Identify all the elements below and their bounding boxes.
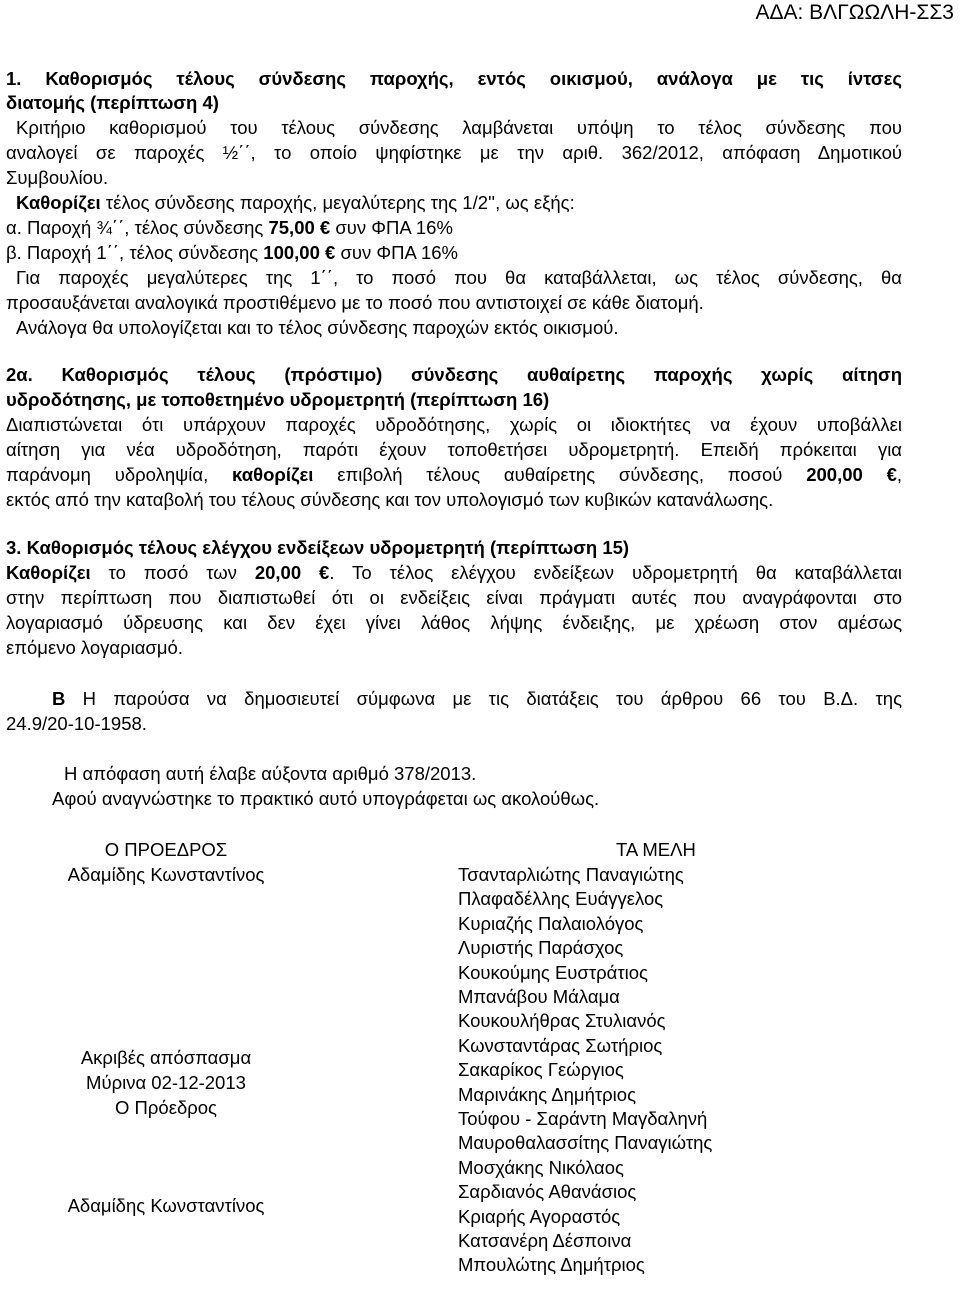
section-1-item-b: β. Παροχή 1΄΄, τέλος σύνδεσης 100,00 € συν ΦΠΑ 16% — [6, 242, 458, 263]
chairman-label: Ο Πρόεδρος — [115, 1097, 217, 1118]
member-name: Τσανταρλιώτης Παναγιώτης — [458, 864, 684, 885]
member-name: Μοσχάκης Νικόλαος — [458, 1157, 624, 1178]
member-name: Μαυροθαλασσίτης Παναγιώτης — [458, 1132, 713, 1153]
section-1-text: Κριτήριο καθορισμού του τέλους σύνδεσης λαμβάνεται υπόψη το τέλος σύνδεσης που — [16, 117, 902, 138]
member-name: Πλαφαδέλλης Ευάγγελος — [458, 888, 664, 909]
section-2a-title: 2α. Καθορισμός τέλους (πρόστιμο) σύνδεσης αυθαίρετης παροχής χωρίς αίτηση — [6, 364, 902, 385]
member-name: Μπανάβου Μάλαμα — [458, 986, 620, 1007]
section-3-text: λογαριασμό ύδρευσης και δεν έχει γίνει λάθος λήψης ένδειξης, με χρέωση στον αμέσως — [6, 612, 902, 633]
extract-label: Ακριβές απόσπασμα — [80, 1047, 252, 1068]
section-1-text: Ανάλογα θα υπολογίζεται και το τέλος σύνδεσης παροχών εκτός οικισμού. — [16, 317, 619, 338]
ada-code: ΑΔΑ: ΒΛΓΩΩΛΗ-ΣΣ3 — [755, 1, 954, 24]
member-name: Σακαρίκος Γεώργιος — [458, 1059, 624, 1080]
place-date: Μύρινα 02-12-2013 — [86, 1072, 246, 1093]
president-name: Αδαμίδης Κωνσταντίνος — [67, 864, 265, 885]
section-2a-text: αίτηση για νέα υδροδότηση, παρότι έχουν τοποθετήσει υδρομετρητή. Επειδή πρόκειται για — [6, 439, 902, 460]
section-1-text: αναλογεί σε παροχές ½΄΄, το οποίο ψηφίστηκε με την αριθ. 362/2012, απόφαση Δημοτικού — [6, 142, 902, 163]
section-1-text: Καθορίζει τέλος σύνδεσης παροχής, μεγαλύτερης της 1/2'', ως εξής: — [16, 192, 575, 213]
section-3-text: στην περίπτωση που διαπιστωθεί ότι οι ενδείξεις είναι πράγματι αυτές που αναγράφονται στο — [6, 587, 902, 608]
president-title: Ο ΠΡΟΕΔΡΟΣ — [104, 839, 228, 860]
section-2a-text: παράνομη υδροληψία, καθορίζει επιβολή τέλους αυθαίρετης σύνδεσης, ποσού 200,00 €, — [6, 464, 903, 485]
member-name: Τούφου - Σαράντη Μαγδαληνή — [458, 1108, 708, 1129]
member-name: Κουκούμης Ευστράτιος — [458, 962, 648, 983]
section-1-title-cont: διατομής (περίπτωση 4) — [6, 92, 219, 113]
section-1-text: Για παροχές μεγαλύτερες της 1΄΄, το ποσό που θα καταβάλλεται, ως τέλος σύνδεσης, θα — [16, 267, 902, 288]
member-name: Μπουλώτης Δημήτριος — [458, 1254, 645, 1275]
member-name: Μαρινάκης Δημήτριος — [458, 1084, 636, 1105]
section-1-text: προσαυξάνεται αναλογικά προστιθέμενο με το ποσό που αντιστοιχεί σε κάθε διατομή. — [6, 292, 704, 313]
members-title: ΤΑ ΜΕΛΗ — [616, 839, 696, 860]
section-3-text: επόμενο λογαριασμό. — [6, 637, 183, 658]
section-1-title: 1. Καθορισμός τέλους σύνδεσης παροχής, εντός οικισμού, ανάλογα με τις ίντσες — [6, 68, 902, 89]
section-b-text: 24.9/20-10-1958. — [6, 713, 147, 734]
decision-signing-note: Αφού αναγνώστηκε το πρακτικό αυτό υπογράφεται ως ακολούθως. — [52, 788, 600, 809]
section-2a-text: Διαπιστώνεται ότι υπάρχουν παροχές υδροδότησης, χωρίς οι ιδιοκτήτες να έχουν υποβάλλει — [6, 414, 902, 435]
member-name: Κριαρής Αγοραστός — [458, 1206, 621, 1227]
chairman-name: Αδαμίδης Κωνσταντίνος — [67, 1195, 265, 1216]
section-2a-text: εκτός από την καταβολή του τέλους σύνδεσης και τον υπολογισμό των κυβικών κατανάλωσης. — [6, 489, 774, 510]
member-name: Σαρδιανός Αθανάσιος — [458, 1181, 637, 1202]
section-3-title: 3. Καθορισμός τέλους ελέγχου ενδείξεων υδρομετρητή (περίπτωση 15) — [6, 537, 630, 558]
member-name: Κωνσταντάρας Σωτήριος — [458, 1035, 663, 1056]
member-name: Λυριστής Παράσχος — [458, 937, 624, 958]
section-b-text: Β Η παρούσα να δημοσιευτεί σύμφωνα με τις διατάξεις του άρθρου 66 του Β.Δ. της — [52, 688, 902, 709]
member-name: Κυριαζής Παλαιολόγος — [458, 913, 644, 934]
decision-number: Η απόφαση αυτή έλαβε αύξοντα αριθμό 378/2013. — [64, 763, 477, 784]
section-1-item-a: α. Παροχή ¾΄΄, τέλος σύνδεσης 75,00 € συν ΦΠΑ 16% — [6, 217, 453, 238]
member-name: Κατσανέρη Δέσποινα — [458, 1230, 632, 1251]
section-3-text: Καθορίζει το ποσό των 20,00 €. Το τέλος ελέγχου ενδείξεων υδρομετρητή θα καταβάλλεται — [6, 562, 902, 583]
section-1-text: Συμβουλίου. — [6, 167, 109, 188]
member-name: Κουκουλήθρας Στυλιανός — [458, 1010, 666, 1031]
section-2a-title-cont: υδροδότησης, με τοποθετημένο υδρομετρητή (περίπτωση 16) — [6, 389, 550, 410]
